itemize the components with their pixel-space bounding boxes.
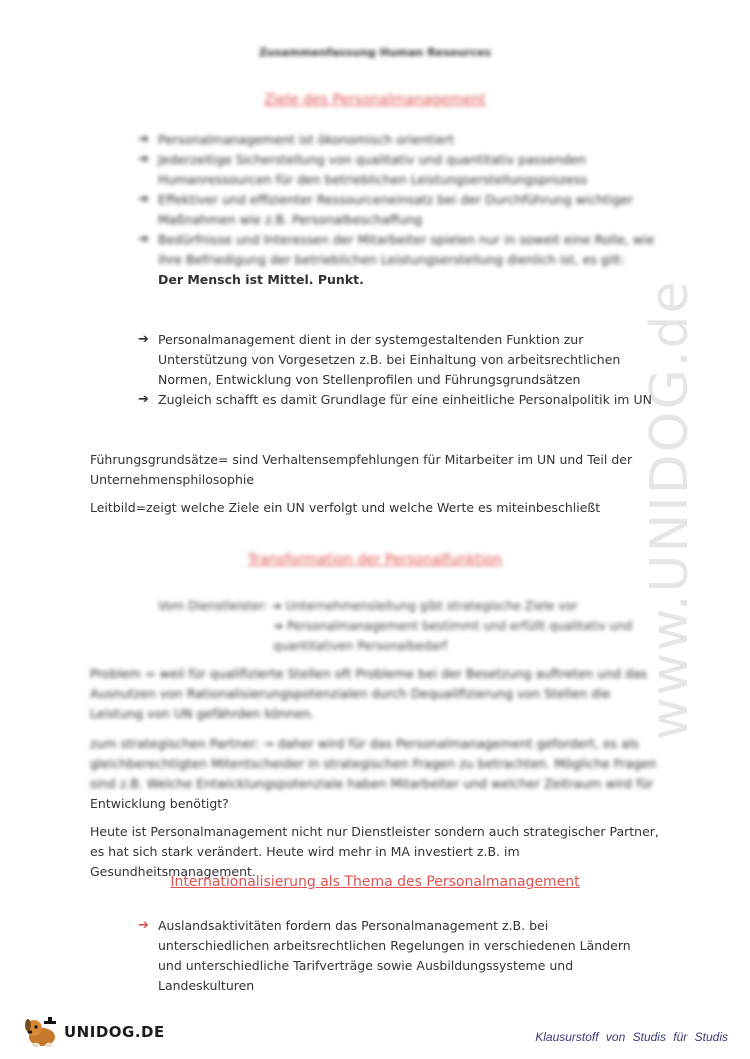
arrow-right-icon: ➔ bbox=[138, 918, 149, 933]
footer-tagline: Klausurstoff von Studis für Studis bbox=[535, 1030, 728, 1044]
arrow-right-icon: ➔ bbox=[138, 232, 149, 247]
watermark: www.UNIDOG.de bbox=[640, 279, 700, 740]
list-item: ➔ Jederzeitige Sicherstellung von qualitativ und quantitativ passenden Humanressourcen für den betrieblichen Leistungserstellungsprozess bbox=[138, 152, 588, 187]
arrow-right-icon: ➔ bbox=[138, 152, 149, 167]
section-heading-internationalisierung: Internationalisierung als Thema des Personalmanagement bbox=[170, 874, 580, 890]
arrow-right-icon: ➔ bbox=[273, 619, 284, 633]
list-item: ➔ Effektiver und effizienter Ressourceneinsatz bei der Durchführung wichtiger Maßnahmen wie z.B. Personalbeschaffung bbox=[138, 192, 634, 227]
arrow-right-icon: ➔ bbox=[138, 392, 149, 407]
ziele-bullet-list-blurred bbox=[138, 130, 658, 270]
bold-statement: Der Mensch ist Mittel. Punkt. bbox=[158, 272, 364, 287]
footer-logo bbox=[22, 1014, 165, 1050]
arrow-right-icon: ➔ bbox=[138, 192, 149, 207]
definition-leitbild: Leitbild=zeigt welche Ziele ein UN verfolgt und welche Werte es miteinbeschließt bbox=[90, 500, 601, 515]
problem-paragraph: Problem = weil für qualifizierte Stellen oft Probleme bei der Besetzung auftreten und das Ausnutzen von Rationalisierungspotenzialen durch Dequalifizierung von Stellen die Leistung von UN gefährden können. bbox=[90, 666, 648, 721]
list-item: ➔ Zugleich schafft es damit Grundlage für eine einheitliche Personalpolitik im UN bbox=[138, 390, 658, 410]
list-item: ➔ Bedürfnisse und Interessen der Mitarbeiter spielen nur in soweit eine Rolle, wie ihre Befriedigung der betrieblichen Leistungserstellung dienlich ist, es gilt: bbox=[138, 232, 655, 267]
transform-block: Vom Dienstleister: ➔ Unternehmensleitung gibt strategische Ziele vor ➔ Personalmanagement bestimmt und erfüllt qualitativ und quantitativen Personalbedarf bbox=[158, 599, 633, 653]
partner-paragraph-blurred: zum strategischen Partner: → daher wird für das Personalmanagement gefordert, es als gleichberechtigten Mitentscheider in strategischen Fragen zu betrachten. Mögliche Fragen sind z.B. Welche Entwicklungspotenziale haben Mitarbeiter und welcher Zeitraum wird für bbox=[90, 736, 657, 791]
partner-paragraph-clear: Entwicklung benötigt? bbox=[90, 796, 229, 811]
arrow-right-icon: ➔ bbox=[138, 132, 149, 147]
section-heading-ziele: Ziele des Personalmanagement bbox=[264, 92, 486, 108]
dog-mascot-icon bbox=[22, 1015, 60, 1049]
list-item: ➔ Personalmanagement ist ökonomisch orientiert bbox=[138, 130, 658, 150]
arrow-right-icon: ➔ bbox=[138, 332, 149, 347]
definition-fuehrungsgrundsaetze: Führungsgrundsätze= sind Verhaltensempfehlungen für Mitarbeiter im UN und Teil der Unternehmensphilosophie bbox=[90, 452, 633, 487]
transform-label: Vom Dienstleister: bbox=[158, 599, 268, 613]
logo-text: UNIDOG.DE bbox=[64, 1023, 165, 1041]
heute-paragraph: Heute ist Personalmanagement nicht nur Dienstleister sondern auch strategischer Partner, es hat sich stark verändert. Heute wird mehr in MA investiert z.B. im Gesundheitsmanagement. bbox=[90, 824, 659, 879]
list-item: ➔ Personalmanagement dient in der systemgestaltenden Funktion zur Unterstützung von Vorgesetzen z.B. bei Einhaltung von arbeitsrechtlichen Normen, Entwicklung von Stellenprofilen und Führungsgrundsätzen bbox=[138, 332, 621, 387]
internationalisierung-bullet-list bbox=[138, 916, 658, 996]
list-item: ➔ Auslandsaktivitäten fordern das Personalmanagement z.B. bei unterschiedlichen arbeitsrechtlichen Regelungen in verschiedenen Ländern und unterschiedliche Tarifverträge sowie Ausbildungssysteme und Landeskulturen bbox=[138, 918, 631, 993]
ziele-bullet-list-clear bbox=[138, 330, 658, 410]
document-title: Zusammenfassung Human Resources bbox=[258, 46, 492, 59]
section-heading-transformation: Transformation der Personalfunktion bbox=[247, 552, 503, 568]
arrow-right-icon: ➔ bbox=[271, 599, 282, 613]
